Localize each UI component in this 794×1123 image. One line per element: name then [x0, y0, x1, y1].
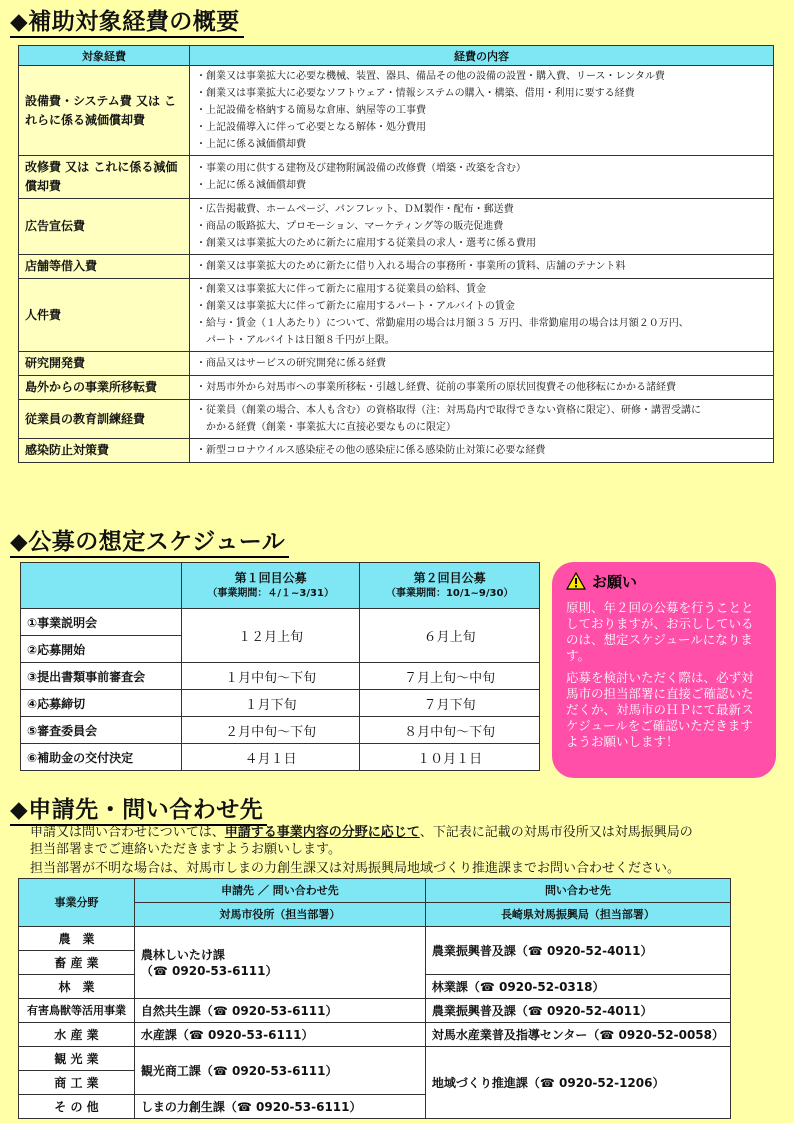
expense-item: ・事業の用に供する建物及び建物附属設備の改修費（増築・改築を含む）	[196, 163, 526, 174]
schedule-r1-merged: １２月上旬	[182, 609, 360, 663]
city-shiitake-tel: （☎ 0920-53-6111）	[140, 963, 278, 978]
expense-item: ・創業又は事業拡大に伴って新たに雇用するパート・アルバイトの賃金	[196, 301, 515, 312]
callout-header	[566, 568, 762, 594]
schedule-label: ⑥補助金の交付決定	[21, 744, 182, 771]
city-kanko: 観光商工課（☎ 0920-53-6111）	[134, 1047, 425, 1095]
schedule-r1: ２月中旬～下旬	[182, 717, 360, 744]
city-shima: しまの力創生課（☎ 0920-53-6111）	[134, 1095, 425, 1119]
expense-description	[190, 352, 774, 376]
expense-item: ・商品又はサービスの研究開発に係る経費	[196, 358, 386, 369]
schedule-label: ④応募締切	[21, 690, 182, 717]
contact-text-3: 担当部署が不明な場合は、対馬市しまの力創生課又は対馬振興局地域づくり推進課までお問い合わせください。	[30, 861, 681, 876]
schedule-label: ⑤審査委員会	[21, 717, 182, 744]
expense-item: ・上記に係る減価償却費	[196, 180, 306, 191]
round1-period: （事業期間：４/１~3/31）	[207, 587, 334, 599]
schedule-r1: ４月１日	[182, 744, 360, 771]
schedule-label: ③提出書類事前審査会	[21, 663, 182, 690]
expense-item: ・上記設備を格納する簡易な倉庫、納屋等の工事費	[196, 105, 426, 116]
expense-item: ・創業又は事業拡大のために新たに借り入れる場合の事務所・事業所の賃料、店舗のテナント料	[196, 261, 626, 272]
expense-category: 島外からの事業所移転費	[19, 376, 190, 400]
section-title-schedule: ◆公募の想定スケジュール	[10, 528, 289, 558]
callout-title: お願い	[592, 572, 638, 591]
schedule-r1: １月中旬～下旬	[182, 663, 360, 690]
schedule-label: ②応募開始	[21, 636, 182, 663]
contact-text-1	[30, 824, 693, 841]
schedule-table	[20, 562, 540, 771]
contact-text-1a: 申請又は問い合わせについては、	[30, 825, 225, 840]
section-title-expenses: ◆補助対象経費の概要	[10, 8, 244, 38]
field-other: そ の 他	[19, 1095, 135, 1119]
expense-item: ・広告掲載費、ホームページ、パンフレット、ＤＭ製作・配布・郵送費	[196, 204, 514, 215]
expense-category: 感染防止対策費	[19, 439, 190, 463]
field-agri: 農 業	[19, 927, 135, 951]
header-content: 経費の内容	[190, 46, 774, 66]
expense-row	[19, 376, 774, 400]
expense-description	[190, 376, 774, 400]
round2-period: （事業期間：10/1~9/30）	[385, 587, 514, 599]
expense-item: ・創業又は事業拡大に必要なソフトウェア・情報システムの購入・構築、借用・利用に要する経費	[196, 88, 635, 99]
section-title-contact: ◆申請先・問い合わせ先	[10, 796, 267, 826]
header-inquiry: 問い合わせ先	[425, 879, 730, 903]
round1-header	[182, 563, 360, 609]
expense-item: ・上記に係る減価償却費	[196, 139, 306, 150]
expense-row	[19, 156, 774, 199]
field-fishery: 水 産 業	[19, 1023, 135, 1047]
expense-description	[190, 66, 774, 156]
expense-description	[190, 199, 774, 255]
callout-text-1: 原則、年２回の公募を行うこととしておりますが、お示ししているのは、想定スケジュールになります。	[566, 600, 754, 663]
pref-chiiki: 地域づくり推進課（☎ 0920-52-1206）	[425, 1047, 730, 1119]
expense-item: パート・アルバイトは日額８千円が上限。	[196, 335, 395, 346]
pref-nogyo2: 農業振興普及課（☎ 0920-52-4011）	[425, 999, 730, 1023]
expense-category: 広告宣伝費	[19, 199, 190, 255]
pref-suisan: 対馬水産業普及指導センター（☎ 0920-52-0058）	[425, 1023, 730, 1047]
schedule-r2-merged: ６月上旬	[360, 609, 540, 663]
expense-item: ・創業又は事業拡大に必要な機械、装置、器具、備品その他の設備の設置・購入費、リース・レンタル費	[196, 71, 665, 82]
field-commerce: 商 工 業	[19, 1071, 135, 1095]
expense-row	[19, 255, 774, 279]
contact-text-1c: 、下記表に記載の対馬市役所又は対馬振興局の	[419, 825, 693, 840]
header-apply-sub: 対馬市役所（担当部署）	[134, 903, 425, 927]
schedule-corner	[21, 563, 182, 609]
city-kyosei: 自然共生課（☎ 0920-53-6111）	[134, 999, 425, 1023]
expense-item: ・創業又は事業拡大のために新たに雇用する従業員の求人・選考に係る費用	[196, 238, 536, 249]
warning-icon	[566, 572, 586, 590]
expense-category: 店舗等借入費	[19, 255, 190, 279]
contact-emphasis: 申請する事業内容の分野に応じて	[224, 825, 420, 840]
schedule-r2: ８月中旬～下旬	[360, 717, 540, 744]
expense-description	[190, 400, 774, 439]
expense-row	[19, 66, 774, 156]
expense-row	[19, 439, 774, 463]
expense-category: 改修費 又は これに係る減価償却費	[19, 156, 190, 199]
field-tourism: 観 光 業	[19, 1047, 135, 1071]
offices-table	[18, 878, 731, 1119]
expense-item: ・給与・賃金（１人あたり）について、常勤雇用の場合は月額３５ 万円、非常勤雇用の場合は月額２０万円、	[196, 318, 689, 329]
field-wildlife: 有害鳥獣等活用事業	[19, 999, 135, 1023]
expense-description	[190, 255, 774, 279]
city-shiitake-name: 農林しいたけ課	[140, 947, 225, 962]
expense-category: 従業員の教育訓練経費	[19, 400, 190, 439]
header-inquiry-sub: 長崎県対馬振興局（担当部署）	[425, 903, 730, 927]
header-field: 事業分野	[19, 879, 135, 927]
expense-item: ・商品の販路拡大、プロモーション、マーケティング等の販売促進費	[196, 221, 504, 232]
expenses-table	[18, 45, 774, 463]
expense-item: ・上記設備導入に伴って必要となる解体・処分費用	[196, 122, 426, 133]
expense-item: ・従業員（創業の場合、本人も含む）の資格取得（注：対馬島内で取得できない資格に限定）、研修・講習受講に	[196, 405, 701, 416]
expense-row	[19, 199, 774, 255]
field-forestry: 林 業	[19, 975, 135, 999]
expense-row	[19, 352, 774, 376]
expense-item: ・新型コロナウイルス感染症その他の感染症に係る感染防止対策に必要な経費	[196, 445, 546, 456]
expense-description	[190, 439, 774, 463]
header-category: 対象経費	[19, 46, 190, 66]
schedule-r1: １月下旬	[182, 690, 360, 717]
city-suisan: 水産課（☎ 0920-53-6111）	[134, 1023, 425, 1047]
header-apply: 申請先 ／ 問い合わせ先	[134, 879, 425, 903]
expense-row	[19, 400, 774, 439]
round2-header	[360, 563, 540, 609]
round1-title: 第１回目公募	[234, 570, 307, 585]
schedule-r2: ７月上旬～中旬	[360, 663, 540, 690]
expense-description	[190, 156, 774, 199]
schedule-r2: １０月１日	[360, 744, 540, 771]
expense-description	[190, 279, 774, 352]
schedule-r2: ７月下旬	[360, 690, 540, 717]
request-callout	[552, 562, 776, 778]
contact-text-2: 担当部署までご連絡いただきますようお願いします。	[30, 842, 341, 857]
expense-category: 研究開発費	[19, 352, 190, 376]
expense-item: かかる経費（創業・事業拡大に直接必要なものに限定）	[196, 422, 456, 433]
expense-category: 人件費	[19, 279, 190, 352]
pref-nogyo: 農業振興普及課（☎ 0920-52-4011）	[425, 927, 730, 975]
callout-text-2: 応募を検討いただく際は、必ず対馬市の担当部署に直接ご確認いただくか、対馬市のＨＰにて最新スケジュールをご確認いただきますようお願いします！	[566, 670, 754, 749]
field-livestock: 畜 産 業	[19, 951, 135, 975]
expense-item: ・対馬市外から対馬市への事業所移転・引越し経費、従前の事業所の原状回復費その他移転にかかる諸経費	[196, 382, 676, 393]
pref-ringyo: 林業課（☎ 0920-52-0318）	[425, 975, 730, 999]
round2-title: 第２回目公募	[413, 570, 486, 585]
expense-category: 設備費・システム費 又は これらに係る減価償却費	[19, 66, 190, 156]
expense-item: ・創業又は事業拡大に伴って新たに雇用する従業員の給料、賃金	[196, 284, 486, 295]
schedule-label: ①事業説明会	[21, 609, 182, 636]
expense-row	[19, 279, 774, 352]
city-shiitake	[134, 927, 425, 999]
